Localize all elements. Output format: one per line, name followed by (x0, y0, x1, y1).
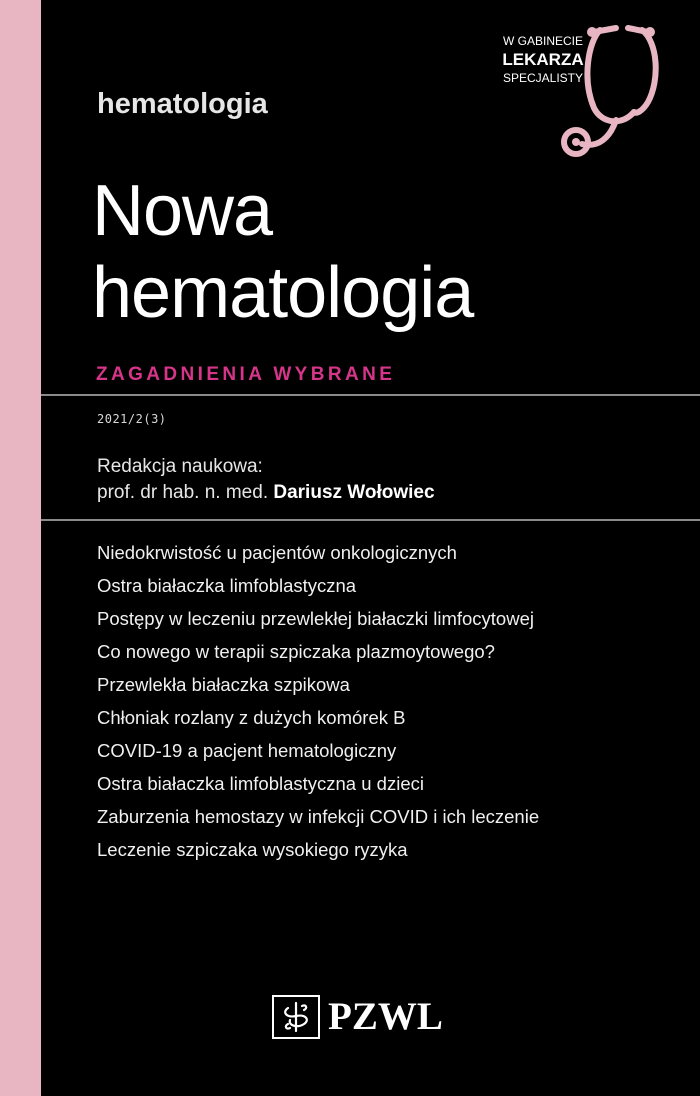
series-badge-line-2: LEKARZA (502, 50, 584, 69)
topics-list (97, 542, 539, 872)
topic-item: Niedokrwistość u pacjentów onkologicznych (97, 542, 457, 563)
editor-label: Redakcja naukowa: (97, 456, 263, 477)
topic-item: Ostra białaczka limfoblastyczna (97, 575, 357, 596)
editor-title: prof. dr hab. n. med. (97, 482, 269, 503)
publisher-name: PZWL (328, 995, 443, 1038)
publisher-mark (272, 994, 443, 1039)
editor-name: Dariusz Wołowiec (273, 482, 435, 503)
topic-item: Ostra białaczka limfoblastyczna u dzieci (97, 773, 424, 794)
topic-item: COVID-19 a pacjent hematologiczny (97, 740, 397, 761)
category-label: hematologia (97, 88, 268, 120)
series-badge-line-3: SPECJALISTY (502, 71, 584, 85)
divider (41, 394, 700, 396)
divider (41, 519, 700, 521)
book-title-line-2: hematologia (92, 253, 474, 333)
cover-spine-strip (0, 0, 41, 1096)
issue-number: 2021/2(3) (97, 412, 167, 426)
book-subtitle: ZAGADNIENIA WYBRANE (96, 364, 396, 385)
topic-item: Leczenie szpiczaka wysokiego ryzyka (97, 839, 408, 860)
topic-item: Postępy w leczeniu przewlekłej białaczki limfocytowej (97, 608, 534, 629)
editor-line (97, 482, 435, 504)
topic-item: Co nowego w terapii szpiczaka plazmoytowego? (97, 641, 495, 662)
book-title-line-1: Nowa (92, 171, 273, 251)
pzwl-logo-icon (272, 995, 320, 1039)
topic-item: Przewlekła białaczka szpikowa (97, 674, 350, 695)
series-badge-line-1: W GABINECIE (502, 34, 583, 48)
topic-item: Chłoniak rozlany z dużych komórek B (97, 707, 406, 728)
pzwl-serpent-icon (278, 1000, 314, 1034)
stethoscope-icon (530, 20, 670, 170)
topic-item: Zaburzenia hemostazy w infekcji COVID i ich leczenie (97, 806, 540, 827)
